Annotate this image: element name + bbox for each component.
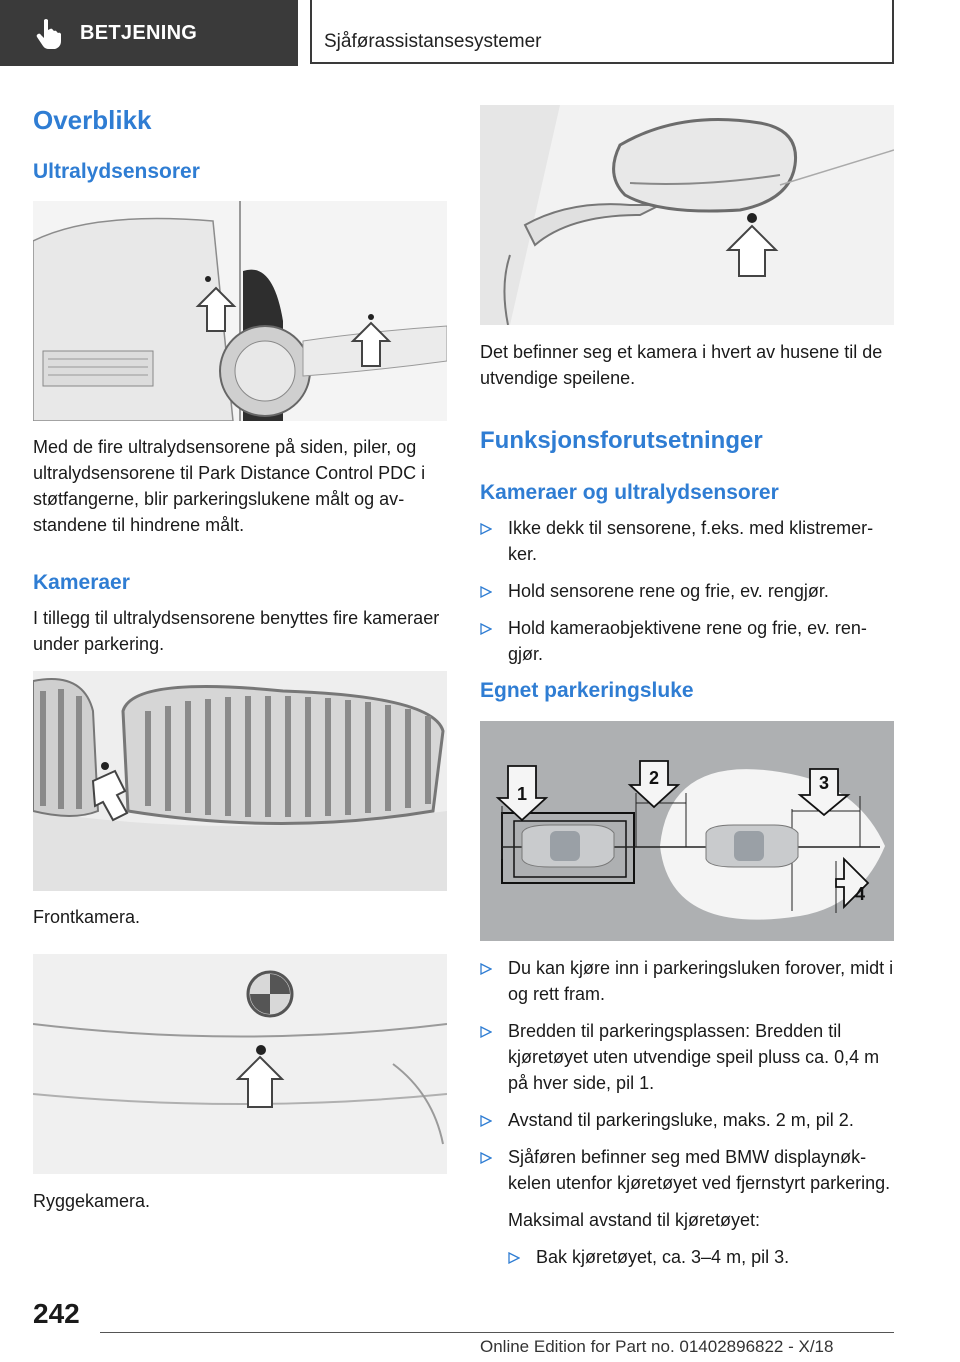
diagram-label-4: 4 xyxy=(854,884,866,904)
requirements-list xyxy=(480,515,894,678)
list-item: Du kan kjøre inn i parkeringsluken forover, midt i og rett fram. xyxy=(480,955,894,1007)
footer-divider xyxy=(100,1332,894,1333)
front-camera-image xyxy=(33,671,447,891)
rear-camera-caption: Ryggekamera. xyxy=(33,1191,151,1211)
heading-egnet-parkeringsluke: Egnet parkeringsluke xyxy=(480,679,694,702)
heading-kameraer: Kameraer xyxy=(33,571,130,594)
triangle-bullet-icon xyxy=(508,1252,520,1264)
list-item: Avstand til parkeringsluke, maks. 2 m, pil 2. xyxy=(480,1107,894,1133)
mirror-camera-image xyxy=(480,105,894,325)
heading-ultralydsensorer: Ultralydsensorer xyxy=(33,160,200,183)
triangle-bullet-icon xyxy=(480,1152,492,1164)
diagram-label-3: 3 xyxy=(818,773,830,793)
diagram-label-1: 1 xyxy=(516,784,528,804)
parking-slot-list xyxy=(480,955,894,1281)
heading-funksjonsforutsetninger: Funksjonsforutsetninger xyxy=(480,427,763,454)
triangle-bullet-icon xyxy=(480,963,492,975)
heading-overblikk: Overblikk xyxy=(33,105,152,135)
sensors-paragraph: Med de fire ultralydsensorene på siden, piler, og ultralydsensorene til Park Distance Control PDC i støtfangerne, blir parkeringslukene målt og avstandene til hindrene målt. xyxy=(33,437,426,535)
triangle-bullet-icon xyxy=(480,1115,492,1127)
max-distance-label: Maksimal avstand til kjøretøyet: xyxy=(508,1210,761,1230)
triangle-bullet-icon xyxy=(480,1026,492,1038)
sub-list-item: Bak kjøretøyet, ca. 3–4 m, pil 3. xyxy=(508,1244,894,1270)
heading-kameraer-og-ultralydsensorer: Kameraer og ultralydsensorer xyxy=(480,481,779,504)
front-camera-caption: Frontkamera. xyxy=(33,907,141,927)
chapter-title: Sjåførassistansesystemer xyxy=(324,31,542,52)
section-title: BETJENING xyxy=(80,21,198,44)
list-item: Sjåføren befinner seg med BMW displaynøkkelen utenfor kjøretøyet ved fjernstyrt parkering. Maksimal avstand til kjøretøyet: Bak kjøretøyet, ca. 3–4 m, pil 3. xyxy=(480,1144,894,1270)
triangle-bullet-icon xyxy=(480,586,492,598)
page-number: 242 xyxy=(33,1298,80,1329)
list-item: Hold sensorene rene og frie, ev. rengjør. xyxy=(480,578,894,604)
list-item: Hold kameraobjektivene rene og frie, ev. rengjør. xyxy=(480,615,894,667)
hand-pointer-icon xyxy=(32,16,66,50)
triangle-bullet-icon xyxy=(480,623,492,635)
mirror-paragraph: Det befinner seg et kamera i hvert av husene til de utvendige speilene. xyxy=(480,342,883,388)
chapter-tab xyxy=(310,0,894,64)
diagram-label-2: 2 xyxy=(648,768,660,788)
section-tab xyxy=(0,0,298,66)
list-item: Bredden til parkeringsplassen: Bredden til kjøretøyet uten utvendige speil pluss ca. 0,4 m på hver side, pil 1. xyxy=(480,1018,894,1096)
triangle-bullet-icon xyxy=(480,523,492,535)
footer-edition: Online Edition for Part no. 01402896822 - X/18 xyxy=(480,1337,834,1356)
sensor-image xyxy=(33,201,447,421)
parking-slot-diagram xyxy=(480,721,894,941)
rear-camera-image xyxy=(33,954,447,1174)
cameras-paragraph: I tillegg til ultralydsensorene benyttes fire kameraer under parkering. xyxy=(33,608,440,654)
list-item: Ikke dekk til sensorene, f.eks. med klistremerker. xyxy=(480,515,894,567)
sub-list xyxy=(508,1244,894,1270)
